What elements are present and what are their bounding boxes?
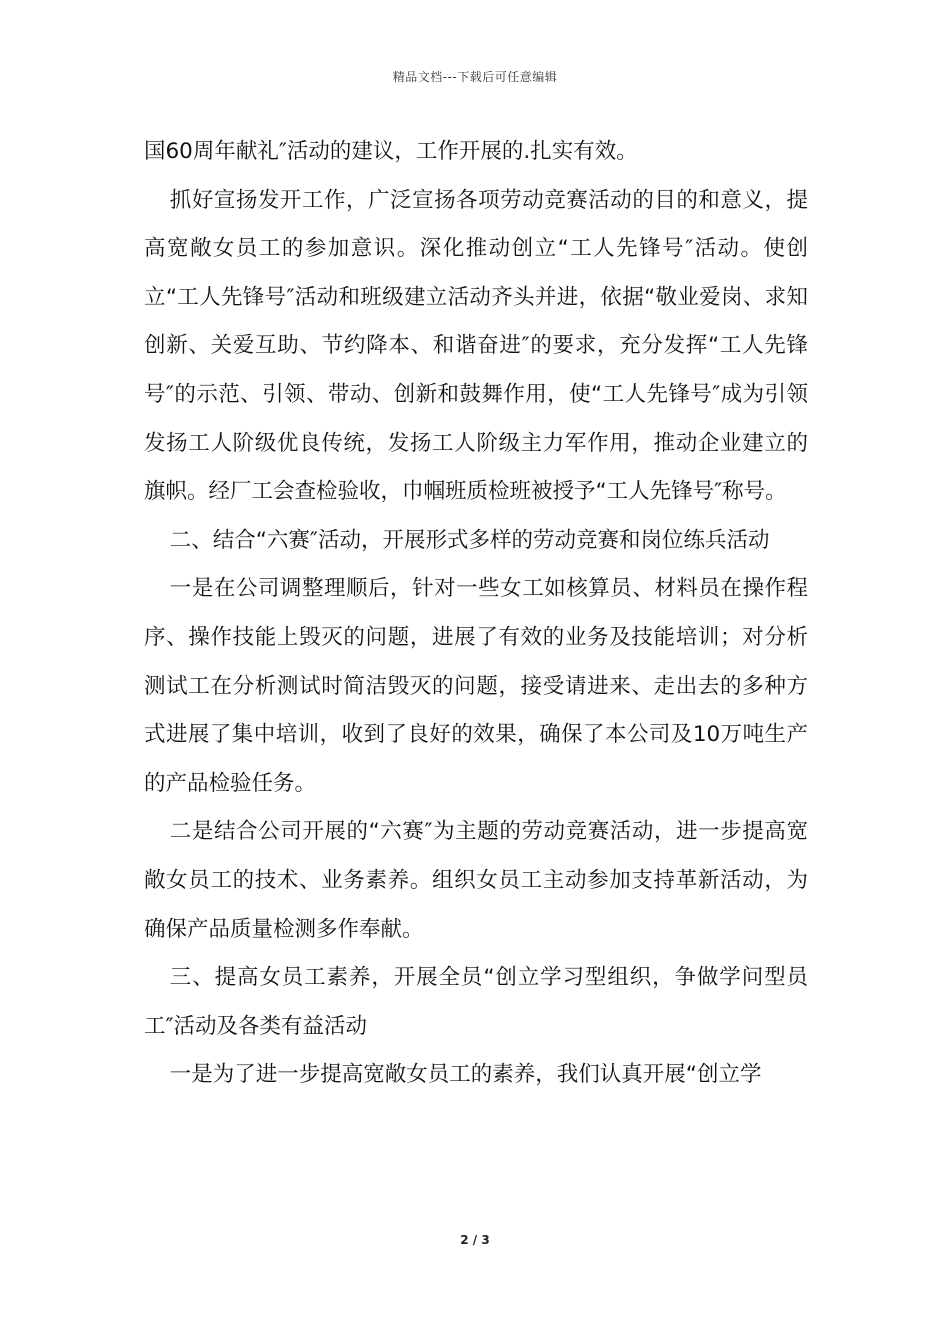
section-heading-three: 三、提高女员工素养，开展全员“创立学习型组织，争做学问型员工″活动及各类有益活动 [144, 965, 808, 1039]
paragraph-continuation: 国60周年献礼″活动的建议，工作开展的.扎实有效。 [144, 139, 638, 164]
paragraph-training: 一是在公司调整理顺后，针对一些女工如核算员、材料员在操作程序、操作技能上毁灭的问题，进展了有效的业务及技能培训；对分析测试工在分析测试时简洁毁灭的问题，接受请进来、走出去的多种方式进展了集中培训，收到了良好的效果，确保了本公司及10万吨生产的产品检验任务。 [144, 576, 808, 796]
page-number: 2 / 3 [460, 1233, 490, 1247]
document-body [144, 128, 808, 1100]
paragraph-publicity: 抓好宣扬发开工作，广泛宣扬各项劳动竞赛活动的目的和意义，提高宽敞女员工的参加意识。深化推动创立“工人先锋号″活动。使创立“工人先锋号″活动和班级建立活动齐头并进，依据“敬业爱岗、求知创新、关爱互助、节约降本、和谐奋进″的要求，充分发挥“工人先锋号″的示范、引领、带动、创新和鼓舞作用，使“工人先锋号″成为引领发扬工人阶级优良传统，发扬工人阶级主力军作用，推动企业建立的旗帜。经厂工会查检验收，巾帼班质检班被授予“工人先锋号″称号。 [144, 187, 808, 505]
section-heading-two: 二、结合“六赛″活动，开展形式多样的劳动竞赛和岗位练兵活动 [169, 527, 770, 553]
paragraph-six-contests: 二是结合公司开展的“六赛″为主题的劳动竞赛活动，进一步提高宽敞女员工的技术、业务素养。组织女员工主动参加支持革新活动，为确保产品质量检测多作奉献。 [144, 819, 808, 942]
header-note: 精品文档---下载后可任意编辑 [392, 70, 558, 84]
paragraph-learning: 一是为了进一步提高宽敞女员工的素养，我们认真开展“创立学 [169, 1062, 762, 1088]
